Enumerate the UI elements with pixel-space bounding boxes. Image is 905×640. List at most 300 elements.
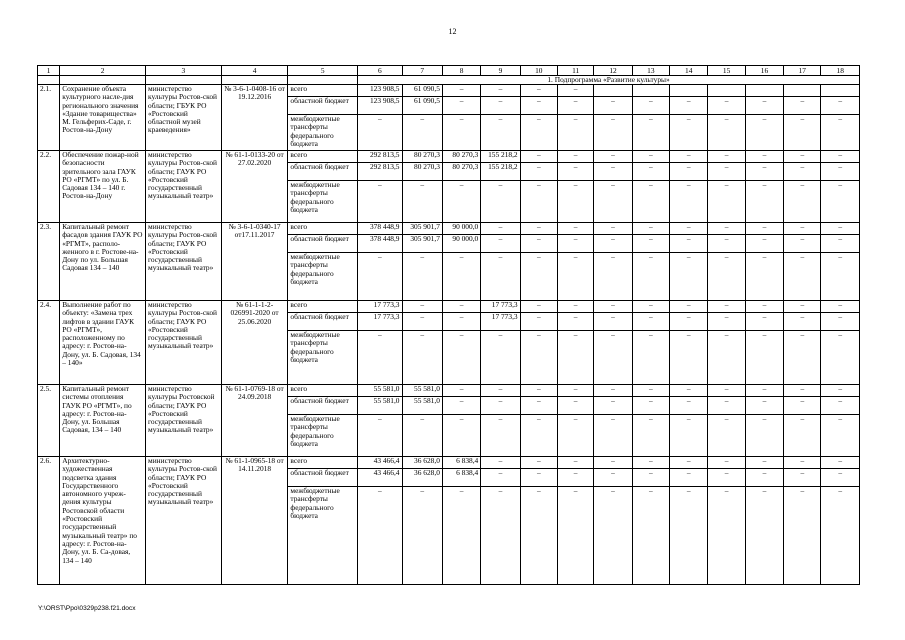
- entry-number: 2.2.: [38, 151, 60, 223]
- amount-cell: –: [481, 397, 520, 415]
- amount-cell: –: [632, 163, 669, 181]
- amount-cell: 80 270,3: [402, 151, 442, 163]
- amount-cell: –: [784, 181, 821, 223]
- table-row: [38, 223, 860, 235]
- amount-cell: –: [557, 235, 593, 253]
- amount-cell: –: [402, 487, 442, 585]
- registration-number: № 61-1-0769-18 от 24.09.2018: [221, 385, 288, 457]
- table-row: [38, 457, 860, 469]
- amount-cell: 55 581,0: [358, 385, 402, 397]
- amount-cell: –: [520, 181, 557, 223]
- amount-cell: –: [632, 181, 669, 223]
- amount-cell: –: [821, 331, 860, 385]
- amount-cell: 6 838,4: [442, 457, 480, 469]
- amount-cell: –: [632, 115, 669, 151]
- amount-cell: –: [594, 385, 632, 397]
- amount-cell: 17 773,3: [481, 301, 520, 313]
- empty-cell: [288, 76, 358, 85]
- responsible-org: министерство культуры Ростовской области; ГАУК РО «Ростовский государственный музыкальный театр»: [146, 385, 222, 457]
- column-number-row: [38, 66, 860, 76]
- amount-cell: –: [632, 457, 669, 469]
- amount-cell: –: [821, 163, 860, 181]
- amount-cell: –: [402, 331, 442, 385]
- amount-cell: 17 773,3: [358, 313, 402, 331]
- amount-cell: –: [520, 415, 557, 457]
- amount-cell: –: [520, 487, 557, 585]
- entry-name: Сохранение объекта культурного насле-дия регионального значения «Здание товарищества» М. Гельферих-Саде, г. Ростов-на-Дону: [60, 85, 146, 151]
- amount-cell: –: [708, 415, 745, 457]
- funding-source: всего: [288, 301, 358, 313]
- amount-cell: –: [481, 85, 520, 97]
- column-number: 15: [708, 66, 745, 76]
- amount-cell: –: [670, 97, 708, 115]
- amount-cell: –: [632, 415, 669, 457]
- amount-cell: –: [594, 487, 632, 585]
- amount-cell: –: [557, 469, 593, 487]
- amount-cell: –: [358, 253, 402, 301]
- funding-source: всего: [288, 385, 358, 397]
- subprogram-row: [38, 76, 860, 85]
- amount-cell: –: [594, 181, 632, 223]
- amount-cell: –: [708, 313, 745, 331]
- amount-cell: –: [745, 97, 783, 115]
- funding-source: межбюджетные трансферты федерального бюджета: [288, 331, 358, 385]
- amount-cell: –: [784, 301, 821, 313]
- amount-cell: 305 901,7: [402, 223, 442, 235]
- amount-cell: –: [708, 151, 745, 163]
- column-number: 3: [146, 66, 222, 76]
- amount-cell: –: [481, 385, 520, 397]
- amount-cell: –: [442, 115, 480, 151]
- funding-source: межбюджетные трансферты федерального бюджета: [288, 487, 358, 585]
- page-number: 12: [448, 27, 457, 36]
- amount-cell: –: [358, 331, 402, 385]
- amount-cell: 43 466,4: [358, 469, 402, 487]
- entry-name: Обеспечение пожар-ной безопасности зрительного зала ГАУК РО «РГМТ» по ул. Б. Садовая 134 – 140 г. Ростов-на-Дону: [60, 151, 146, 223]
- amount-cell: [594, 85, 632, 97]
- amount-cell: –: [632, 151, 669, 163]
- amount-cell: –: [745, 181, 783, 223]
- amount-cell: –: [557, 301, 593, 313]
- amount-cell: –: [745, 163, 783, 181]
- amount-cell: –: [481, 181, 520, 223]
- funding-source: областной бюджет: [288, 397, 358, 415]
- amount-cell: –: [358, 487, 402, 585]
- amount-cell: –: [670, 253, 708, 301]
- amount-cell: –: [670, 301, 708, 313]
- entry-name: Капитальный ремонт системы отопления ГАУК РО «РГМТ», по адресу: г. Ростов-на-Дону, ул. Большая Садовая, 134 – 140: [60, 385, 146, 457]
- amount-cell: –: [520, 223, 557, 235]
- amount-cell: –: [594, 97, 632, 115]
- amount-cell: –: [481, 331, 520, 385]
- amount-cell: –: [557, 253, 593, 301]
- amount-cell: –: [594, 469, 632, 487]
- table-body: [38, 66, 860, 585]
- amount-cell: –: [745, 301, 783, 313]
- amount-cell: –: [557, 331, 593, 385]
- amount-cell: –: [784, 415, 821, 457]
- amount-cell: –: [821, 235, 860, 253]
- amount-cell: –: [784, 385, 821, 397]
- amount-cell: –: [708, 397, 745, 415]
- amount-cell: –: [402, 415, 442, 457]
- amount-cell: 378 448,9: [358, 235, 402, 253]
- amount-cell: 80 270,3: [402, 163, 442, 181]
- funding-source: межбюджетные трансферты федерального бюджета: [288, 115, 358, 151]
- amount-cell: –: [557, 385, 593, 397]
- amount-cell: –: [745, 151, 783, 163]
- amount-cell: –: [632, 487, 669, 585]
- amount-cell: –: [670, 223, 708, 235]
- empty-cell: [38, 76, 60, 85]
- amount-cell: [745, 85, 783, 97]
- amount-cell: –: [670, 469, 708, 487]
- amount-cell: –: [402, 115, 442, 151]
- amount-cell: 90 000,0: [442, 223, 480, 235]
- amount-cell: –: [784, 331, 821, 385]
- amount-cell: –: [594, 331, 632, 385]
- amount-cell: –: [520, 85, 557, 97]
- amount-cell: 80 270,3: [442, 151, 480, 163]
- amount-cell: –: [402, 253, 442, 301]
- amount-cell: 378 448,9: [358, 223, 402, 235]
- entry-number: 2.6.: [38, 457, 60, 585]
- amount-cell: –: [745, 313, 783, 331]
- amount-cell: –: [557, 151, 593, 163]
- amount-cell: –: [402, 181, 442, 223]
- amount-cell: –: [670, 331, 708, 385]
- funding-source: всего: [288, 223, 358, 235]
- amount-cell: –: [442, 301, 480, 313]
- amount-cell: –: [481, 97, 520, 115]
- amount-cell: –: [821, 115, 860, 151]
- amount-cell: –: [821, 415, 860, 457]
- registration-number: № 61-1-0133-20 от 27.02.2020: [221, 151, 288, 223]
- amount-cell: –: [821, 151, 860, 163]
- amount-cell: –: [520, 235, 557, 253]
- amount-cell: –: [442, 331, 480, 385]
- amount-cell: –: [784, 97, 821, 115]
- column-number: 11: [557, 66, 593, 76]
- amount-cell: 36 628,0: [402, 457, 442, 469]
- amount-cell: 123 908,5: [358, 97, 402, 115]
- amount-cell: –: [594, 397, 632, 415]
- amount-cell: 155 218,2: [481, 151, 520, 163]
- amount-cell: –: [557, 223, 593, 235]
- funding-source: межбюджетные трансферты федерального бюджета: [288, 181, 358, 223]
- amount-cell: –: [670, 487, 708, 585]
- amount-cell: –: [632, 313, 669, 331]
- amount-cell: 305 901,7: [402, 235, 442, 253]
- amount-cell: –: [520, 385, 557, 397]
- amount-cell: –: [632, 253, 669, 301]
- amount-cell: –: [481, 415, 520, 457]
- amount-cell: –: [670, 235, 708, 253]
- amount-cell: –: [481, 115, 520, 151]
- amount-cell: –: [520, 457, 557, 469]
- amount-cell: 6 838,4: [442, 469, 480, 487]
- amount-cell: –: [745, 469, 783, 487]
- amount-cell: –: [745, 397, 783, 415]
- amount-cell: –: [708, 457, 745, 469]
- amount-cell: –: [784, 151, 821, 163]
- amount-cell: [632, 85, 669, 97]
- amount-cell: –: [481, 469, 520, 487]
- amount-cell: –: [784, 115, 821, 151]
- amount-cell: –: [784, 253, 821, 301]
- table-row: [38, 85, 860, 97]
- amount-cell: –: [708, 115, 745, 151]
- funding-source: областной бюджет: [288, 469, 358, 487]
- amount-cell: –: [632, 385, 669, 397]
- amount-cell: –: [821, 253, 860, 301]
- amount-cell: –: [520, 469, 557, 487]
- amount-cell: 55 581,0: [358, 397, 402, 415]
- column-number: 9: [481, 66, 520, 76]
- amount-cell: –: [670, 151, 708, 163]
- column-number: 4: [221, 66, 288, 76]
- amount-cell: –: [557, 457, 593, 469]
- entry-number: 2.1.: [38, 85, 60, 151]
- column-number: 12: [594, 66, 632, 76]
- amount-cell: –: [594, 163, 632, 181]
- column-number: 7: [402, 66, 442, 76]
- amount-cell: 292 813,5: [358, 151, 402, 163]
- registration-number: № 61-1-0965-18 от 14.11.2018: [221, 457, 288, 585]
- amount-cell: –: [708, 235, 745, 253]
- amount-cell: –: [520, 397, 557, 415]
- column-number: 6: [358, 66, 402, 76]
- amount-cell: –: [594, 301, 632, 313]
- amount-cell: –: [745, 331, 783, 385]
- amount-cell: –: [821, 97, 860, 115]
- amount-cell: –: [784, 487, 821, 585]
- amount-cell: –: [784, 313, 821, 331]
- amount-cell: –: [708, 331, 745, 385]
- responsible-org: министерство культуры Ростов-ской области; ГАУК РО «Ростовский государственный музыкальный театр»: [146, 301, 222, 385]
- amount-cell: 123 908,5: [358, 85, 402, 97]
- entry-number: 2.3.: [38, 223, 60, 301]
- amount-cell: –: [745, 253, 783, 301]
- amount-cell: –: [670, 397, 708, 415]
- amount-cell: –: [594, 151, 632, 163]
- program-table: [37, 65, 860, 585]
- amount-cell: –: [821, 223, 860, 235]
- amount-cell: [708, 85, 745, 97]
- amount-cell: –: [481, 457, 520, 469]
- column-number: 8: [442, 66, 480, 76]
- amount-cell: –: [358, 181, 402, 223]
- entry-number: 2.5.: [38, 385, 60, 457]
- amount-cell: –: [632, 235, 669, 253]
- funding-source: областной бюджет: [288, 97, 358, 115]
- amount-cell: –: [708, 223, 745, 235]
- amount-cell: –: [821, 487, 860, 585]
- column-number: 13: [632, 66, 669, 76]
- amount-cell: –: [670, 457, 708, 469]
- amount-cell: –: [520, 301, 557, 313]
- amount-cell: 43 466,4: [358, 457, 402, 469]
- empty-cell: [60, 76, 146, 85]
- amount-cell: –: [821, 301, 860, 313]
- amount-cell: –: [708, 181, 745, 223]
- amount-cell: –: [784, 457, 821, 469]
- amount-cell: –: [481, 235, 520, 253]
- amount-cell: 292 813,5: [358, 163, 402, 181]
- amount-cell: –: [594, 415, 632, 457]
- amount-cell: –: [557, 313, 593, 331]
- amount-cell: –: [632, 223, 669, 235]
- amount-cell: –: [745, 223, 783, 235]
- entry-number: 2.4.: [38, 301, 60, 385]
- responsible-org: министерство культуры Ростов-ской области; ГБУК РО «Ростовский областной музей краеведения»: [146, 85, 222, 151]
- amount-cell: [670, 85, 708, 97]
- column-number: 16: [745, 66, 783, 76]
- amount-cell: –: [745, 415, 783, 457]
- amount-cell: –: [557, 487, 593, 585]
- amount-cell: 17 773,3: [358, 301, 402, 313]
- amount-cell: –: [745, 235, 783, 253]
- responsible-org: министерство культуры Ростов-ской области; ГАУК РО «Ростовский государственный музыкальный театр»: [146, 457, 222, 585]
- amount-cell: –: [632, 469, 669, 487]
- responsible-org: министерство культуры Ростов-ской области; ГАУК РО «Ростовский государственный музыкальный театр»: [146, 151, 222, 223]
- amount-cell: –: [557, 85, 593, 97]
- funding-source: всего: [288, 151, 358, 163]
- funding-source: областной бюджет: [288, 235, 358, 253]
- amount-cell: –: [821, 181, 860, 223]
- registration-number: № 3-6-1-0408-16 от 19.12.2016: [221, 85, 288, 151]
- amount-cell: –: [557, 163, 593, 181]
- amount-cell: –: [745, 457, 783, 469]
- amount-cell: 61 090,5: [402, 97, 442, 115]
- entry-name: Выполнение работ по объекту: «Замена трех лифтов в здании ГАУК РО «РГМТ», расположенному по адресу: г. Ростов-на-Дону, ул. Б. Садовая, 134 – 140»: [60, 301, 146, 385]
- amount-cell: –: [784, 163, 821, 181]
- amount-cell: 55 581,0: [402, 385, 442, 397]
- amount-cell: –: [632, 331, 669, 385]
- amount-cell: –: [442, 313, 480, 331]
- amount-cell: –: [784, 223, 821, 235]
- amount-cell: –: [520, 97, 557, 115]
- amount-cell: –: [402, 313, 442, 331]
- table-row: [38, 151, 860, 163]
- amount-cell: –: [708, 469, 745, 487]
- column-number: 2: [60, 66, 146, 76]
- responsible-org: министерство культуры Ростов-ской области; ГАУК РО «Ростовский государственный музыкальный театр»: [146, 223, 222, 301]
- column-number: 1: [38, 66, 60, 76]
- amount-cell: –: [520, 115, 557, 151]
- amount-cell: –: [442, 253, 480, 301]
- amount-cell: –: [402, 301, 442, 313]
- amount-cell: –: [442, 97, 480, 115]
- amount-cell: [784, 85, 821, 97]
- funding-source: областной бюджет: [288, 313, 358, 331]
- amount-cell: –: [594, 253, 632, 301]
- subprogram-title: 1. Подпрограмма «Развитие культуры»: [358, 76, 860, 85]
- amount-cell: –: [670, 313, 708, 331]
- amount-cell: –: [708, 253, 745, 301]
- amount-cell: –: [520, 313, 557, 331]
- amount-cell: 155 218,2: [481, 163, 520, 181]
- amount-cell: –: [557, 181, 593, 223]
- column-number: 17: [784, 66, 821, 76]
- table-row: [38, 301, 860, 313]
- amount-cell: 80 270,3: [442, 163, 480, 181]
- amount-cell: –: [670, 163, 708, 181]
- amount-cell: –: [481, 487, 520, 585]
- amount-cell: –: [442, 181, 480, 223]
- funding-source: всего: [288, 85, 358, 97]
- amount-cell: –: [520, 253, 557, 301]
- amount-cell: [821, 85, 860, 97]
- amount-cell: –: [708, 487, 745, 585]
- amount-cell: –: [442, 385, 480, 397]
- amount-cell: 55 581,0: [402, 397, 442, 415]
- empty-cell: [221, 76, 288, 85]
- amount-cell: 17 773,3: [481, 313, 520, 331]
- amount-cell: –: [358, 115, 402, 151]
- column-number: 10: [520, 66, 557, 76]
- empty-cell: [146, 76, 222, 85]
- amount-cell: –: [670, 415, 708, 457]
- amount-cell: –: [821, 457, 860, 469]
- table-row: [38, 385, 860, 397]
- amount-cell: –: [520, 163, 557, 181]
- amount-cell: –: [708, 97, 745, 115]
- entry-name: Капитальный ремонт фасадов здания ГАУК РО «РГМТ», располо-женного в г. Ростове-на-Дону по ул. Большая Садовая 134 – 140: [60, 223, 146, 301]
- amount-cell: –: [670, 115, 708, 151]
- amount-cell: 61 090,5: [402, 85, 442, 97]
- amount-cell: –: [594, 235, 632, 253]
- amount-cell: –: [784, 235, 821, 253]
- funding-source: всего: [288, 457, 358, 469]
- amount-cell: –: [708, 301, 745, 313]
- amount-cell: –: [745, 487, 783, 585]
- funding-source: областной бюджет: [288, 163, 358, 181]
- amount-cell: –: [784, 397, 821, 415]
- amount-cell: –: [557, 397, 593, 415]
- amount-cell: –: [481, 253, 520, 301]
- amount-cell: –: [557, 115, 593, 151]
- funding-source: межбюджетные трансферты федерального бюджета: [288, 415, 358, 457]
- amount-cell: –: [784, 469, 821, 487]
- amount-cell: –: [557, 415, 593, 457]
- amount-cell: 36 628,0: [402, 469, 442, 487]
- amount-cell: –: [442, 415, 480, 457]
- amount-cell: –: [745, 385, 783, 397]
- amount-cell: –: [481, 223, 520, 235]
- amount-cell: –: [632, 397, 669, 415]
- entry-name: Архитектурно-художественная подсветка здания Государственного автономного учреж-дения культуры Ростовской области «Ростовский государственный музыкальный театр» по адресу: г. Ростов-на-Дону, ул. Б. Са-довая, 134 – 140: [60, 457, 146, 585]
- amount-cell: –: [442, 85, 480, 97]
- amount-cell: –: [557, 97, 593, 115]
- amount-cell: –: [708, 385, 745, 397]
- amount-cell: –: [520, 331, 557, 385]
- amount-cell: –: [632, 97, 669, 115]
- amount-cell: –: [708, 163, 745, 181]
- amount-cell: –: [442, 487, 480, 585]
- column-number: 14: [670, 66, 708, 76]
- funding-source: межбюджетные трансферты федерального бюджета: [288, 253, 358, 301]
- amount-cell: –: [520, 151, 557, 163]
- registration-number: № 3-6-1-0340-17 от17.11.2017: [221, 223, 288, 301]
- amount-cell: –: [594, 313, 632, 331]
- column-number: 5: [288, 66, 358, 76]
- registration-number: № 61-1-1-2-026991-2020 от 25.06.2020: [221, 301, 288, 385]
- amount-cell: –: [670, 181, 708, 223]
- amount-cell: –: [358, 415, 402, 457]
- amount-cell: –: [821, 385, 860, 397]
- amount-cell: –: [821, 469, 860, 487]
